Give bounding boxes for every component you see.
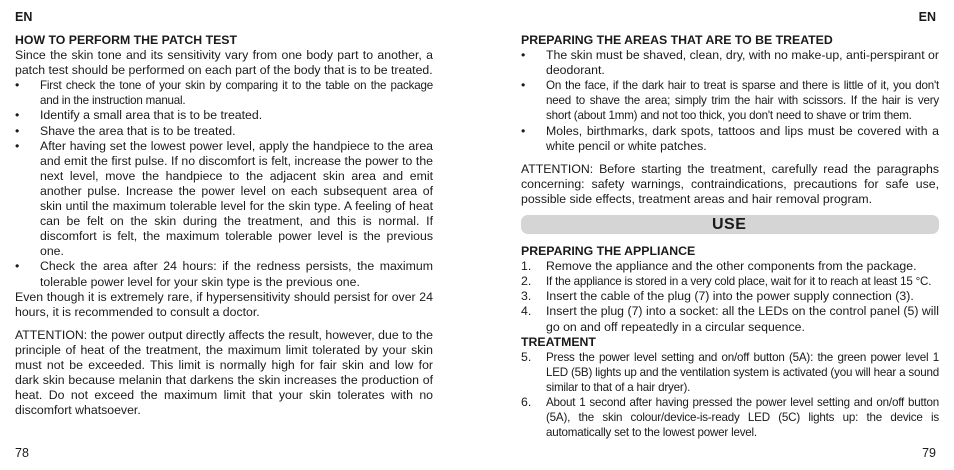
- list-item: [15, 259, 433, 289]
- step-number: 6.: [521, 394, 532, 409]
- list-item: [521, 289, 939, 304]
- appliance-steps-list: [521, 259, 939, 334]
- right-column: [521, 33, 939, 440]
- list-item: [521, 124, 939, 154]
- bullet-marker: •: [521, 123, 526, 138]
- patch-test-intro: Since the skin tone and its sensitivity vary from one body part to another, a patch test should be performed on each part of the body that is to be treated.: [15, 48, 433, 78]
- list-item-text: On the face, if the dark hair to treat is sparse and there is little of it, you don't need to shave the area; simply trim the hair with scissors. If the hair is very short (about 1mm) and not too thick, you don't need to shave or trim them.: [546, 79, 939, 123]
- preparing-appliance-heading: PREPARING THE APPLIANCE: [521, 244, 696, 259]
- list-item: [521, 274, 939, 289]
- bullet-marker: •: [521, 78, 526, 93]
- list-item: [15, 78, 433, 108]
- list-item: [15, 108, 433, 123]
- list-item-text: Identify a small area that is to be treated.: [40, 108, 263, 123]
- right-page: [477, 0, 954, 470]
- list-item-text: Check the area after 24 hours: if the redness persists, the maximum tolerable power level for your skin type is the previous one.: [40, 259, 433, 289]
- preparing-areas-list: [521, 48, 939, 154]
- hypersensitivity-note: Even though it is extremely rare, if hypersensitivity should persist for over 24 hours, it is recommended to consult a doctor.: [15, 289, 433, 319]
- left-column: [15, 33, 433, 418]
- list-item: [521, 395, 939, 440]
- page-number: 78: [15, 446, 29, 460]
- bullet-marker: •: [521, 48, 526, 63]
- list-item-text: First check the tone of your skin by comparing it to the table on the package and in the instruction manual.: [40, 79, 433, 108]
- language-label: EN: [15, 10, 33, 24]
- list-item: [521, 78, 939, 123]
- bullet-marker: •: [15, 123, 20, 138]
- treatment-steps-list: [521, 350, 939, 441]
- preparing-areas-heading: PREPARING THE AREAS THAT ARE TO BE TREATED: [521, 33, 833, 47]
- list-item: [521, 259, 939, 274]
- step-number: 5.: [521, 349, 532, 364]
- list-item-text: About 1 second after having pressed the power level setting and on/off button (5A), the skin colour/device-is-ready LED (5C) lights up: the device is automatically set to the lowest power level.: [546, 395, 939, 440]
- use-section-bar: [521, 215, 939, 234]
- page-number: 79: [922, 446, 936, 460]
- list-item-text: After having set the lowest power level, apply the handpiece to the area and emit the first pulse. If no discomfort is felt, increase the power to the next level, move the handpiece to the adjacent skin area and emit another pulse. Increase the power level on each subsequent area of skin until the maximum tolerable level for the skin type. A feeling of heat can be felt on the skin during the treatment, and this is normal. If discomfort is felt, the maximum tolerable power level is the previous one.: [40, 138, 433, 259]
- patch-test-heading: HOW TO PERFORM THE PATCH TEST: [15, 33, 238, 47]
- list-item-text: The skin must be shaved, clean, dry, with no make-up, anti-perspirant or deodorant.: [546, 48, 939, 78]
- step-number: 4.: [521, 304, 532, 319]
- list-item-text: Insert the plug (7) into a socket: all the LEDs on the control panel (5) will go on and off repeatedly in a circular sequence.: [546, 304, 939, 334]
- bullet-marker: •: [15, 78, 20, 93]
- language-label: EN: [918, 10, 936, 24]
- step-number: 1.: [521, 259, 532, 274]
- list-item: [521, 48, 939, 78]
- list-item-text: Insert the cable of the plug (7) into the power supply connection (3).: [546, 289, 914, 304]
- bullet-marker: •: [15, 108, 20, 123]
- list-item-text: Remove the appliance and the other components from the package.: [546, 259, 917, 274]
- attention-paragraph: ATTENTION: Before starting the treatment, carefully read the paragraphs concerning: safety warnings, contraindications, precautions for safe use, possible side effects, treatment areas and hair removal program.: [521, 161, 939, 206]
- step-number: 3.: [521, 289, 532, 304]
- list-item: [15, 139, 433, 260]
- patch-test-list: [15, 78, 433, 289]
- step-number: 2.: [521, 274, 532, 289]
- use-section-title: USE: [712, 216, 747, 234]
- treatment-heading: TREATMENT: [521, 334, 596, 349]
- list-item-text: Press the power level setting and on/off button (5A): the green power level 1 LED (5B) lights up and the ventilation system is activated (you will hear a sound similar to that of a hair dryer).: [546, 350, 939, 394]
- list-item-text: If the appliance is stored in a very cold place, wait for it to reach at least 15 °C.: [546, 275, 932, 289]
- bullet-marker: •: [15, 138, 20, 153]
- list-item-text: Shave the area that is to be treated.: [40, 123, 236, 138]
- attention-paragraph: ATTENTION: the power output directly affects the result, however, due to the principle of heat of the treatment, the maximum limit tolerated by your skin must not be exceeded. This limit is normally high for fair skin and low for dark skin because melanin that darkens the skin increases the production of heat. Do not exceed the maximum limit that your skin tolerates with no discomfort whatsoever.: [15, 327, 433, 418]
- bullet-marker: •: [15, 259, 20, 274]
- list-item: [521, 350, 939, 395]
- list-item-text: Moles, birthmarks, dark spots, tattoos and lips must be covered with a white pencil or white patches.: [546, 123, 939, 153]
- list-item: [521, 304, 939, 334]
- list-item: [15, 124, 433, 139]
